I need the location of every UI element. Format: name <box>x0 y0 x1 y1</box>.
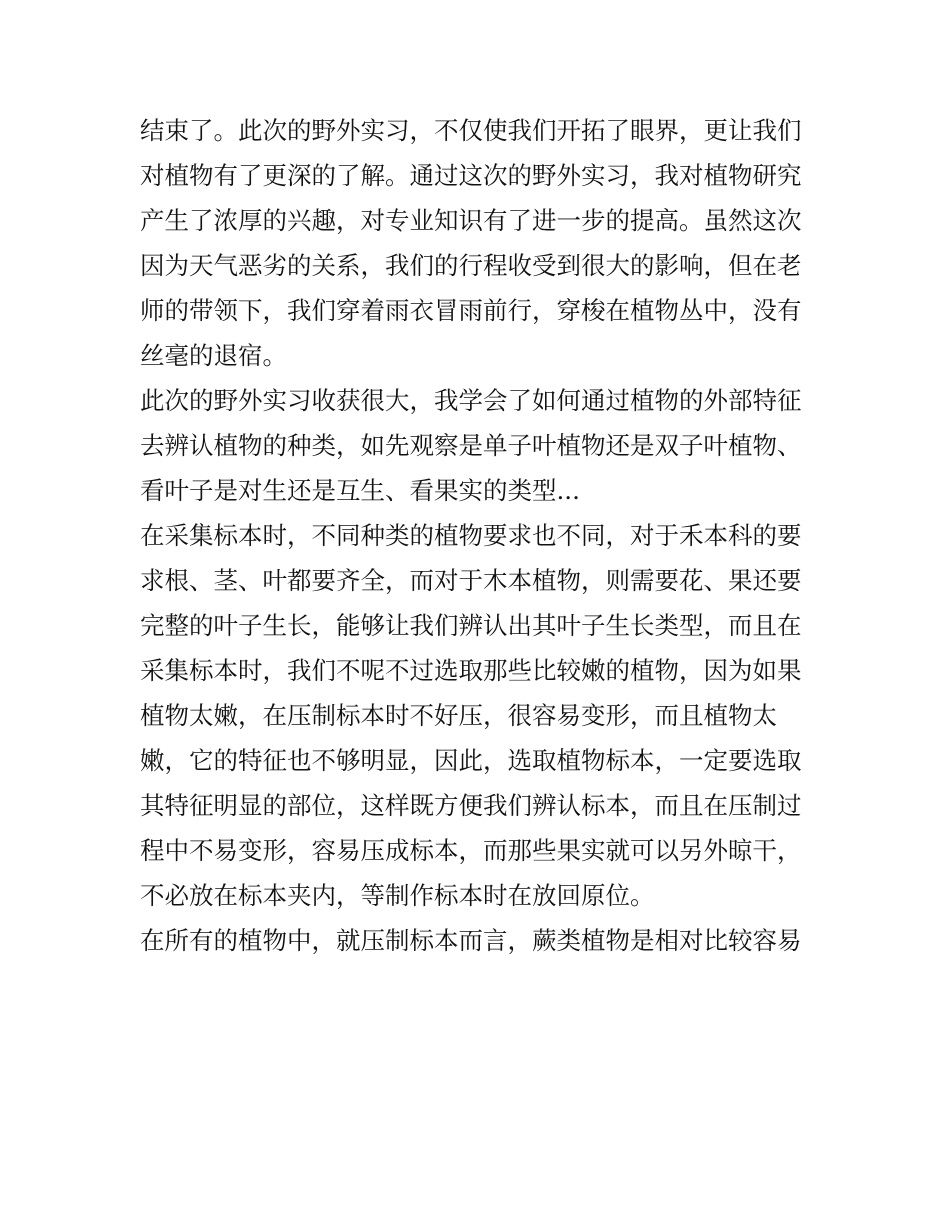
text-line: 植物太嫩，在压制标本时不好压，很容易变形，而且植物太 <box>140 701 777 730</box>
text-line: 因为天气恶劣的关系，我们的行程收受到很大的影响，但在老 <box>140 251 802 280</box>
document-body <box>140 108 820 963</box>
text-line: 嫩，它的特征也不够明显，因此，选取植物标本，一定要选取 <box>140 746 802 775</box>
text-line: 对植物有了更深的了解。通过这次的野外实习，我对植物研究 <box>140 161 802 190</box>
text-line: 求根、茎、叶都要齐全，而对于木本植物，则需要花、果还要 <box>140 566 802 595</box>
text-line: 完整的叶子生长，能够让我们辨认出其叶子生长类型，而且在 <box>140 611 802 640</box>
text-line: 在采集标本时，不同种类的植物要求也不同，对于禾本科的要 <box>140 521 802 550</box>
text-line: 其特征明显的部位，这样既方便我们辨认标本，而且在压制过 <box>140 791 802 820</box>
text-line: 丝毫的退宿。 <box>140 341 287 370</box>
text-line: 师的带领下，我们穿着雨衣冒雨前行，穿梭在植物丛中，没有 <box>140 296 802 325</box>
text-line: 去辨认植物的种类，如先观察是单子叶植物还是双子叶植物、 <box>140 431 802 460</box>
text-line: 产生了浓厚的兴趣，对专业知识有了进一步的提高。虽然这次 <box>140 206 802 235</box>
text-line: 不必放在标本夹内，等制作标本时在放回原位。 <box>140 881 655 910</box>
text-line: 结束了。此次的野外实习，不仅使我们开拓了眼界，更让我们 <box>140 116 802 145</box>
text-line: 看叶子是对生还是互生、看果实的类型... <box>140 476 580 505</box>
text-line: 程中不易变形，容易压成标本，而那些果实就可以另外晾干， <box>140 836 802 865</box>
text-line: 在所有的植物中，就压制标本而言，蕨类植物是相对比较容易 <box>140 926 802 955</box>
text-line: 此次的野外实习收获很大，我学会了如何通过植物的外部特征 <box>140 386 802 415</box>
text-line: 采集标本时，我们不呢不过选取那些比较嫩的植物，因为如果 <box>140 656 802 685</box>
